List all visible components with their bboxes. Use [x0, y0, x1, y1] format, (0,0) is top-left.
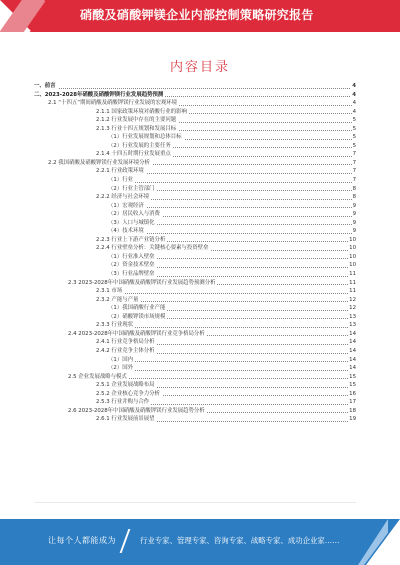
- toc-entry-page: 11: [349, 288, 356, 295]
- toc-entry[interactable]: [34, 407, 356, 416]
- toc-entry-page: 9: [352, 202, 356, 209]
- toc-entry[interactable]: [34, 82, 356, 91]
- toc-entry-title: 2.1.3 行业十四五规划和发展目标: [96, 125, 177, 132]
- toc-entry-page: 12: [349, 296, 356, 303]
- toc-entry-title: 2.6 2023-2028年中国硝酸及硝酸钾镁行业发展趋势分析: [68, 407, 205, 414]
- toc-entry-page: 10: [349, 253, 356, 260]
- divider: [34, 502, 356, 503]
- report-title: 硝酸及硝酸钾镁企业内部控制策略研究报告: [80, 8, 314, 22]
- toc-entry-page: 18: [349, 407, 356, 414]
- toc-entry[interactable]: [34, 133, 356, 142]
- toc-entry[interactable]: [34, 142, 356, 151]
- toc-entry-title: （2）资金技术壁垒: [108, 262, 155, 269]
- toc-entry-page: 8: [352, 194, 356, 201]
- toc-entry[interactable]: [34, 150, 356, 159]
- toc-entry-page: 7: [352, 168, 356, 175]
- toc-entry-page: 5: [352, 134, 356, 141]
- toc-entry-page: 4: [352, 108, 356, 115]
- table-of-contents: [34, 82, 356, 424]
- toc-entry[interactable]: [34, 91, 356, 100]
- toc-entry[interactable]: [34, 236, 356, 245]
- toc-entry-title: 2.3.1 市场: [96, 288, 123, 295]
- toc-entry[interactable]: [34, 99, 356, 108]
- toc-entry[interactable]: [34, 364, 356, 373]
- toc-entry-page: 4: [352, 100, 356, 107]
- toc-entry-title: （2）行业主管部门: [108, 185, 155, 192]
- toc-entry[interactable]: [34, 287, 356, 296]
- toc-entry[interactable]: [34, 321, 356, 330]
- toc-entry[interactable]: [34, 210, 356, 219]
- toc-entry[interactable]: [34, 296, 356, 305]
- toc-entry[interactable]: [34, 244, 356, 253]
- toc-entry[interactable]: [34, 219, 356, 228]
- toc-entry-page: 17: [349, 399, 356, 406]
- toc-entry-title: （1）行业: [108, 177, 133, 184]
- toc-entry-page: 7: [352, 151, 356, 158]
- toc-entry[interactable]: [34, 270, 356, 279]
- toc-entry[interactable]: [34, 125, 356, 134]
- toc-entry-title: （2）硝酸钾镁市场规模: [108, 313, 166, 320]
- toc-entry-page: 5: [352, 142, 356, 149]
- toc-entry-page: 4: [352, 91, 356, 98]
- toc-entry[interactable]: [34, 338, 356, 347]
- toc-heading: 内容目录: [169, 60, 230, 75]
- dot-leader: [108, 182, 352, 183]
- toc-entry[interactable]: [34, 330, 356, 339]
- footer-banner: [0, 519, 400, 565]
- toc-entry-page: 7: [352, 177, 356, 184]
- toc-entry-title: 2.5.3 行业并购与合作: [96, 399, 150, 406]
- toc-entry-title: 2.4.1 行业竞争格局分析: [96, 339, 155, 346]
- toc-entry-page: 15: [349, 373, 356, 380]
- toc-entry-page: 7: [352, 159, 356, 166]
- toc-entry-page: 10: [349, 236, 356, 243]
- dot-leader: [108, 370, 352, 371]
- toc-entry[interactable]: [34, 381, 356, 390]
- footer-tagline: 行业专家、管理专家、咨询专家、战略专家、成功企业家……: [140, 536, 340, 545]
- toc-entry[interactable]: [34, 176, 356, 185]
- dot-leader: [34, 88, 352, 89]
- header-banner: [0, 0, 400, 32]
- toc-entry-title: （2）居民收入与消费: [108, 211, 160, 218]
- toc-entry-page: 8: [352, 185, 356, 192]
- toc-entry-page: 9: [352, 219, 356, 226]
- toc-entry-page: 5: [352, 125, 356, 132]
- toc-entry[interactable]: [34, 185, 356, 194]
- toc-entry-page: 10: [349, 245, 356, 252]
- toc-entry[interactable]: [34, 304, 356, 313]
- toc-entry-title: 2.6.1 行业发展前景展望: [96, 416, 155, 423]
- toc-entry[interactable]: [34, 253, 356, 262]
- footer-separator: [120, 529, 141, 553]
- toc-entry-title: （1）国内: [108, 356, 133, 363]
- footer-decoration: [366, 519, 400, 565]
- toc-entry-title: 2.3.2 产能与产量: [96, 296, 139, 303]
- toc-entry-title: 2.2.1 行业政策环境: [96, 168, 144, 175]
- toc-entry-page: 5: [352, 117, 356, 124]
- toc-entry-page: 14: [349, 347, 356, 354]
- toc-entry-title: 2.1.2 行业发展中存在的主要问题: [96, 117, 177, 124]
- toc-entry[interactable]: [34, 116, 356, 125]
- toc-entry-title: （4）技术环境: [108, 228, 144, 235]
- toc-entry[interactable]: [34, 159, 356, 168]
- toc-entry-title: （2）国外: [108, 365, 133, 372]
- toc-entry-title: （1）行业发展规划和总体目标: [108, 134, 182, 141]
- toc-entry-title: 2.5.2 企业核心竞争力分析: [96, 390, 160, 397]
- toc-entry-page: 9: [352, 228, 356, 235]
- toc-entry[interactable]: [34, 390, 356, 399]
- toc-entry[interactable]: [34, 279, 356, 288]
- toc-entry-title: （3）行业品牌壁垒: [108, 271, 155, 278]
- toc-entry-title: （3）人口与城镇化: [108, 219, 155, 226]
- toc-entry-title: 2.1 “十四五”期间硝酸及硝酸钾镁行业发展的宏观环境: [48, 100, 178, 107]
- toc-entry-title: （1）宏观经济: [108, 202, 144, 209]
- toc-entry-page: 14: [349, 330, 356, 337]
- toc-entry-title: 2.3.3 行业现状: [96, 322, 133, 329]
- toc-entry-title: 二、2023-2028年硝酸及硝酸钾镁行业发展趋势预测: [34, 91, 164, 98]
- toc-entry-page: 10: [349, 262, 356, 269]
- toc-entry-title: 2.2.4 行业壁垒分析：关键核心要素与投资壁垒: [96, 245, 209, 252]
- toc-entry-title: 2.5.1 企业发展战略布局: [96, 382, 155, 389]
- toc-entry-page: 14: [349, 365, 356, 372]
- toc-entry-page: 14: [349, 339, 356, 346]
- toc-entry-page: 19: [349, 416, 356, 423]
- toc-entry[interactable]: [34, 347, 356, 356]
- toc-entry-title: 2.5 企业发展战略与模式: [68, 373, 127, 380]
- toc-entry-title: （1）我国硝酸行业产能: [108, 305, 166, 312]
- toc-entry-page: 13: [349, 313, 356, 320]
- toc-entry-title: 2.3 2023-2028年中国硝酸及硝酸钾镁行业发展趋势预测分析: [68, 279, 216, 286]
- dot-leader: [108, 361, 352, 362]
- toc-entry-page: 11: [349, 279, 356, 286]
- toc-entry[interactable]: [34, 415, 356, 424]
- toc-entry-page: 13: [349, 322, 356, 329]
- toc-entry[interactable]: [34, 202, 356, 211]
- toc-entry[interactable]: [34, 261, 356, 270]
- toc-entry-title: 一、前言: [34, 83, 56, 89]
- toc-entry-title: 2.2.2 经济与社会环境: [96, 194, 150, 201]
- toc-entry-page: 4: [352, 83, 356, 89]
- toc-entry-page: 9: [352, 211, 356, 218]
- toc-entry-title: （2）行业发展的主要任务: [108, 142, 171, 149]
- toc-entry-title: 2.1.1 国家政策环境对硝酸行业的影响: [96, 108, 187, 115]
- toc-entry-page: 15: [349, 382, 356, 389]
- footer-slogan: 让每个人都能成为: [48, 536, 116, 545]
- toc-entry-title: 2.2.3 行业上下游产业链分析: [96, 236, 166, 243]
- toc-entry-title: 2.4 2023-2028年中国硝酸及硝酸钾镁行业竞争格局分析: [68, 330, 205, 337]
- toc-entry[interactable]: [34, 398, 356, 407]
- toc-entry-title: 2.4.2 行业竞争主体分析: [96, 347, 155, 354]
- toc-entry[interactable]: [34, 193, 356, 202]
- toc-entry[interactable]: [34, 108, 356, 117]
- dot-leader: [96, 293, 352, 294]
- toc-entry-title: （1）行业准入壁垒: [108, 253, 155, 260]
- toc-entry-page: 12: [349, 305, 356, 312]
- toc-entry-title: 2.1.4 十四五时期行业发展重点: [96, 151, 171, 158]
- toc-entry-page: 14: [349, 356, 356, 363]
- toc-entry-title: 2.2 我国硝酸及硝酸钾镁行业发展环境分析: [48, 159, 150, 166]
- toc-entry-page: 16: [349, 390, 356, 397]
- toc-entry[interactable]: [34, 313, 356, 322]
- toc-entry[interactable]: [34, 227, 356, 236]
- toc-entry[interactable]: [34, 356, 356, 365]
- toc-entry-page: 11: [349, 271, 356, 278]
- toc-entry[interactable]: [34, 167, 356, 176]
- toc-entry[interactable]: [34, 373, 356, 382]
